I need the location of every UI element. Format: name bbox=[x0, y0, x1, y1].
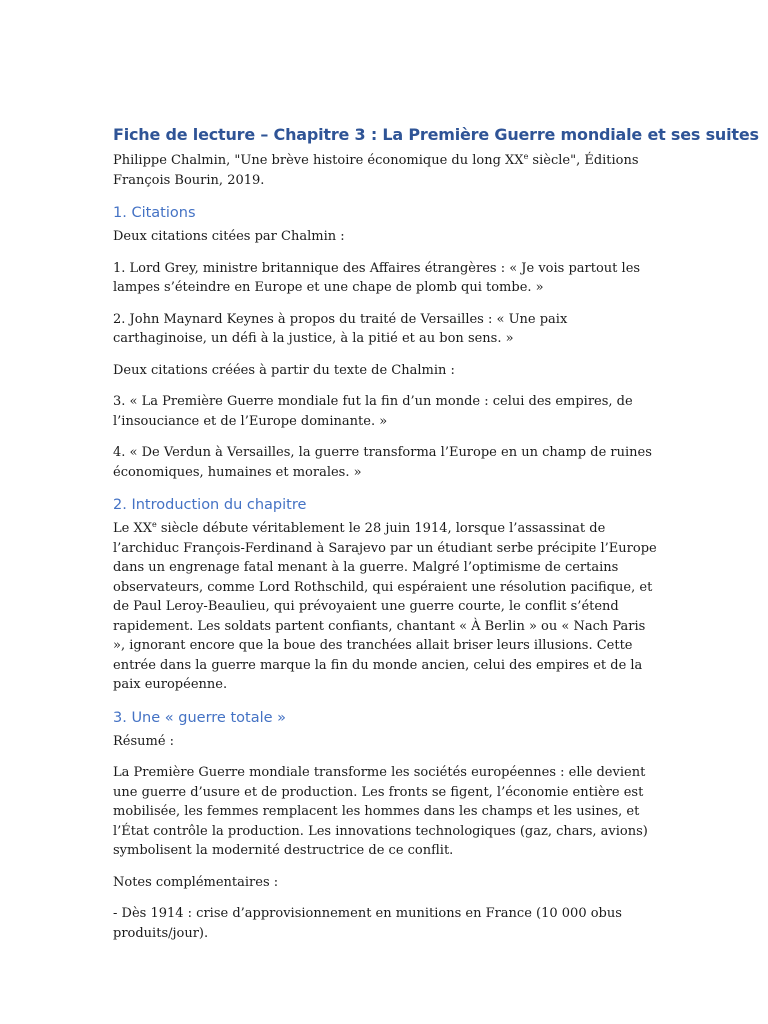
introduction-body: siècle débute véritablement le 28 juin 1914, lorsque l’assassinat de l’archiduc François-Ferdinand à Sarajevo par un étudiant serbe précipite l’Europe dans un engrenage fatal menant à la guerre. Malgré l’optimisme de certains observateurs, comme Lord Rothschild, qui espéraient une résolution pacifique, et de Paul Leroy-Beaulieu, qui prévoyaient une guerre courte, le conflit s’étend rapidement. Les soldats partent confiants, chantant « À Berlin » ou « Nach Paris », ignorant encore que la boue des tranchées allait briser leurs illusions. Cette entrée dans la guerre marque la fin du monde ancien, celui des empires et de la paix européenne. bbox=[113, 521, 657, 692]
introduction-prefix: Le XX bbox=[113, 521, 152, 536]
citation-3: 3. « La Première Guerre mondiale fut la fin d’un monde : celui des empires, de l’insouciance et de l’Europe dominante. » bbox=[113, 394, 633, 429]
summary-label: Résumé : bbox=[113, 733, 175, 749]
note-item: - Dès 1914 : crise d’approvisionnement en munitions en France (10 000 obus produits/jour). bbox=[113, 906, 622, 941]
reference-suffix: siècle", Éditions François Bourin, 2019. bbox=[113, 153, 639, 188]
introduction-superscript: e bbox=[151, 520, 157, 529]
book-reference bbox=[113, 151, 658, 190]
section-heading-total-war: 3. Une « guerre totale » bbox=[113, 709, 287, 726]
document-title: Fiche de lecture – Chapitre 3 : La Première Guerre mondiale et ses suites bbox=[113, 125, 759, 144]
notes-label: Notes complémentaires : bbox=[113, 874, 279, 890]
citation-4: 4. « De Verdun à Versailles, la guerre transforma l’Europe en un champ de ruines économiques, humaines et morales. » bbox=[113, 445, 652, 480]
section-heading-citations: 1. Citations bbox=[113, 205, 196, 221]
reference-prefix: Philippe Chalmin, "Une brève histoire économique du long XX bbox=[113, 153, 524, 168]
citation-1: 1. Lord Grey, ministre britannique des Affaires étrangères : « Je vois partout les lampes s’éteindre en Europe et une chape de plomb qui tombe. » bbox=[113, 260, 641, 295]
citation-2: 2. John Maynard Keynes à propos du traité de Versailles : « Une paix carthaginoise, un défi à la justice, à la pitié et au bon sens. » bbox=[113, 311, 568, 346]
document-page bbox=[113, 123, 759, 955]
summary-paragraph: La Première Guerre mondiale transforme les sociétés européennes : elle devient une guerre d’usure et de production. Les fronts se figent, l’économie entière est mobilisée, les femmes remplacent les hommes dans les champs et les usines, et l’État contrôle la production. Les innovations technologiques (gaz, chars, avions) symbolisent la modernité destructrice de ce conflit. bbox=[113, 765, 648, 858]
citations-intro-cited: Deux citations citées par Chalmin : bbox=[113, 229, 345, 244]
section-heading-introduction: 2. Introduction du chapitre bbox=[113, 497, 307, 513]
citations-intro-created: Deux citations créées à partir du texte de Chalmin : bbox=[113, 362, 455, 378]
introduction-paragraph bbox=[113, 519, 658, 695]
reference-superscript: e bbox=[523, 152, 529, 161]
